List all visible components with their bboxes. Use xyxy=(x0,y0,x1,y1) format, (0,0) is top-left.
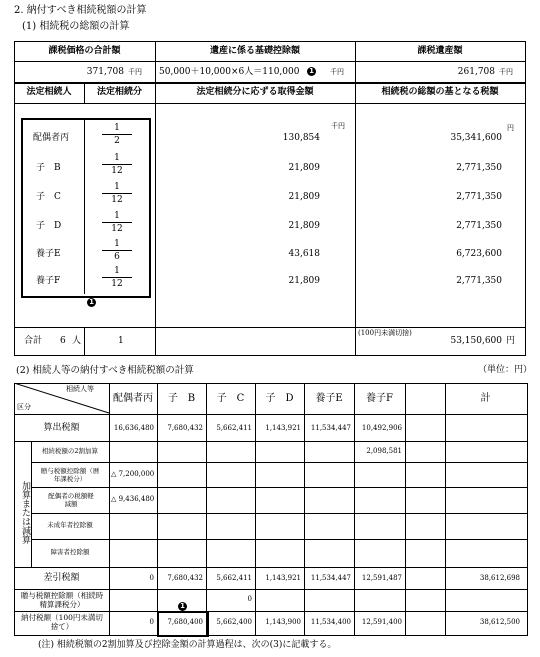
share-denominator: 12 xyxy=(111,166,123,176)
cell: △ 7,200,000 xyxy=(111,470,155,478)
cell: 1,143,900 xyxy=(265,618,301,626)
share-denominator: 12 xyxy=(111,279,123,289)
total-value-unit: 千円 xyxy=(128,68,142,76)
adjustment-group-label: 加算または減算 xyxy=(20,480,30,544)
heir-name: 養子F xyxy=(36,276,61,286)
column-header: 養子F xyxy=(366,393,393,404)
cell: 5,662,400 xyxy=(216,618,252,626)
acquired-amount: 21,809 xyxy=(288,192,320,202)
basic-deduction-formula: 50,000＋10,000×6人＝110,000 xyxy=(159,67,300,77)
basis-tax: 2,771,350 xyxy=(456,192,502,202)
heir-name: 子 C xyxy=(36,192,61,202)
header-basic-deduction: 遺産に係る基礎控除額 xyxy=(209,46,300,56)
acquired-amount: 21,809 xyxy=(288,276,320,286)
total-tax-unit: 円 xyxy=(506,336,516,346)
cell: 7,680,432 xyxy=(167,424,203,432)
basis-tax: 2,771,350 xyxy=(456,221,502,231)
legal-share-fraction xyxy=(102,240,132,262)
row-label: 未成年者控除額 xyxy=(47,521,93,529)
row-label: 納付税額（100円未満切捨て） xyxy=(21,613,103,631)
column-header: 子 C xyxy=(216,393,245,404)
column-header: 計 xyxy=(480,393,491,404)
row-label: 障害者控除額 xyxy=(50,548,90,556)
subsection-title-1: (1) 相続税の総額の計算 xyxy=(22,21,130,32)
sum-heir-count: 6 xyxy=(60,336,66,346)
share-denominator: 6 xyxy=(114,252,120,262)
cell: 1,143,921 xyxy=(265,424,301,432)
deduction-unit: 千円 xyxy=(330,68,344,76)
cell: 5,662,411 xyxy=(216,574,252,582)
cell: 16,636,480 xyxy=(113,424,154,432)
cell: 0 xyxy=(149,618,154,626)
cell: 38,612,698 xyxy=(479,574,520,582)
share-numerator: 1 xyxy=(102,240,132,251)
column-header: 養子E xyxy=(315,393,343,404)
cell: 11,534,447 xyxy=(310,574,351,582)
share-numerator: 1 xyxy=(102,154,132,165)
marker-1-icon: 1 xyxy=(178,602,187,611)
acquired-amount: 43,618 xyxy=(288,249,320,259)
cell: 12,591,487 xyxy=(361,574,402,582)
column-header: 配偶者丙 xyxy=(113,393,153,404)
row-label: 贈与税額控除額（暦年課税分） xyxy=(40,467,100,483)
footnote: (注) 相続税額の2割加算及び控除金額の計算過程は、次の(3)に記載する。 xyxy=(38,640,337,650)
legal-share-fraction xyxy=(102,212,132,234)
total-value: 371,708 xyxy=(86,67,124,77)
column-header: 子 B xyxy=(167,393,196,404)
section-title: 2. 納付すべき相続税額の計算 xyxy=(14,5,147,16)
row-label: 算出税額 xyxy=(43,423,80,433)
share-denominator: 2 xyxy=(114,136,120,146)
share-numerator: 1 xyxy=(102,124,132,135)
cell: 10,492,906 xyxy=(361,424,402,432)
cell: 38,612,500 xyxy=(479,618,520,626)
share-denominator: 12 xyxy=(111,195,123,205)
cell: 7,680,432 xyxy=(167,574,203,582)
heir-name: 養子E xyxy=(36,249,61,259)
cell: 0 xyxy=(247,595,252,603)
cell: 11,534,400 xyxy=(310,618,351,626)
header-legal-heir: 法定相続人 xyxy=(26,87,72,97)
share-numerator: 1 xyxy=(102,267,132,278)
acquired-amount: 21,809 xyxy=(288,163,320,173)
column-header: 子 D xyxy=(265,393,294,404)
taxable-estate-unit: 千円 xyxy=(499,68,513,76)
total-tax: 53,150,600 xyxy=(450,336,502,346)
header-acquired-amount: 法定相続分に応ずる取得金額 xyxy=(196,87,314,97)
acquired-amount: 130,854 xyxy=(282,133,320,143)
heir-name: 配偶者丙 xyxy=(33,133,70,143)
cell: 12,591,400 xyxy=(361,618,402,626)
row-label: 相続税額の2割加算 xyxy=(41,447,99,455)
row-label: 差引税額 xyxy=(43,573,80,583)
sum-label: 合計 xyxy=(24,336,43,346)
row-label: 贈与税額控除額（相続時精算課税分） xyxy=(20,591,104,609)
row-label: 配偶者の税額軽減額 xyxy=(48,492,94,508)
heir-name: 子 B xyxy=(36,163,61,173)
cell: 1,143,921 xyxy=(265,574,301,582)
corner-category-label: 区分 xyxy=(17,403,31,411)
basis-tax: 6,723,600 xyxy=(456,249,502,259)
share-denominator: 12 xyxy=(111,224,123,234)
legal-share-fraction xyxy=(102,154,132,176)
cell: 7,680,400 xyxy=(167,618,203,626)
basis-tax: 2,771,350 xyxy=(456,276,502,286)
share-numerator: 1 xyxy=(102,183,132,194)
acquired-amount-unit: 千円 xyxy=(331,122,345,130)
acquired-amount: 21,809 xyxy=(288,221,320,231)
header-total-value: 課税価格の合計額 xyxy=(48,46,121,56)
unit-note: （単位：円） xyxy=(478,365,533,375)
basis-tax: 35,341,600 xyxy=(450,133,502,143)
rounding-note: (100円未満切捨) xyxy=(358,329,412,337)
cell: 2,098,581 xyxy=(366,447,402,455)
share-numerator: 1 xyxy=(102,212,132,223)
legal-share-fraction xyxy=(102,267,132,289)
subsection-title-2: (2) 相続人等の納付すべき相続税額の計算 xyxy=(16,365,194,376)
taxable-estate-value: 261,708 xyxy=(457,67,495,77)
marker-1-icon: 1 xyxy=(307,67,316,76)
cell: 11,534,447 xyxy=(310,424,351,432)
cell: △ 9,436,480 xyxy=(111,495,155,503)
legal-share-fraction xyxy=(102,183,132,205)
basis-tax: 2,771,350 xyxy=(456,163,502,173)
header-taxable-estate: 課税遺産額 xyxy=(417,46,463,56)
sum-heir-unit: 人 xyxy=(72,336,82,346)
marker-1-icon: 1 xyxy=(87,298,96,307)
legal-share-fraction xyxy=(102,124,132,146)
heir-name: 子 D xyxy=(36,221,62,231)
cell: 5,662,411 xyxy=(216,424,252,432)
header-legal-share: 法定相続分 xyxy=(96,87,142,97)
corner-heirs-label: 相続人等 xyxy=(66,385,94,393)
sum-share: 1 xyxy=(118,336,124,346)
header-basis-tax: 相続税の総額の基となる税額 xyxy=(381,87,499,97)
cell: 0 xyxy=(149,574,154,582)
basis-tax-unit: 円 xyxy=(507,124,514,132)
